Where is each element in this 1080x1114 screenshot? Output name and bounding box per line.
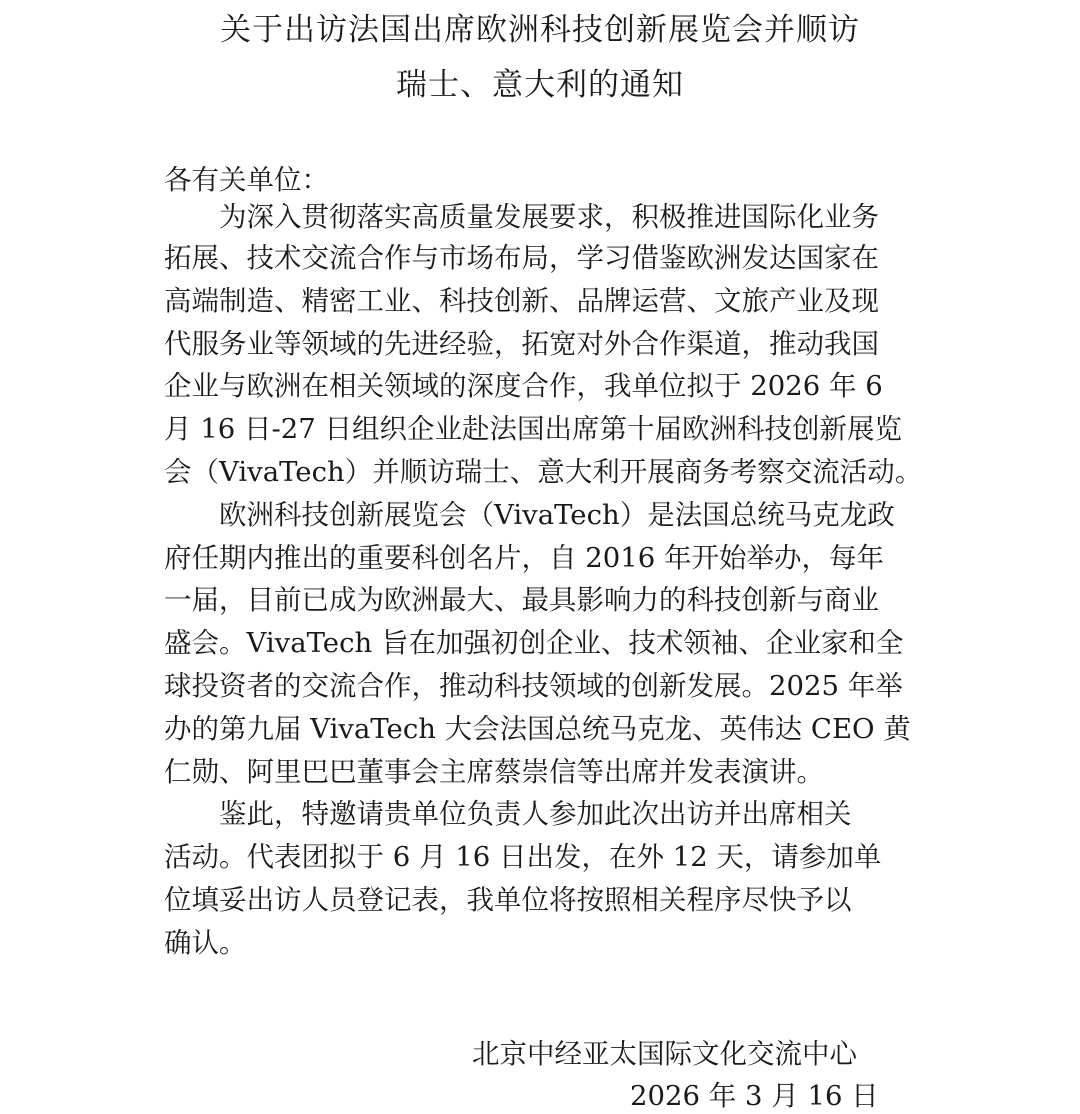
paragraph-1-line: 高端制造、精密工业、科技创新、品牌运营、文旅产业及现 [164, 285, 879, 317]
paragraph-3-line: 鉴此，特邀请贵单位负责人参加此次出访并出席相关 [219, 798, 852, 830]
document-title-line-1: 关于出访法国出席欧洲科技创新展览会并顺访 [220, 12, 860, 48]
paragraph-1-line: 代服务业等领域的先进经验，拓宽对外合作渠道，推动我国 [164, 328, 879, 360]
paragraph-3-line: 活动。代表团拟于 6 月 16 日出发，在外 12 天，请参加单 [164, 841, 882, 873]
paragraph-1-line: 为深入贯彻落实高质量发展要求，积极推进国际化业务 [219, 201, 879, 233]
salutation: 各有关单位： [164, 164, 329, 196]
paragraph-2-line: 盛会。VivaTech 旨在加强初创企业、技术领袖、企业家和全 [164, 627, 904, 659]
paragraph-3-line: 位填妥出访人员登记表，我单位将按照相关程序尽快予以 [164, 884, 852, 916]
paragraph-1-line: 企业与欧洲在相关领域的深度合作，我单位拟于 2026 年 6 [164, 370, 883, 402]
paragraph-2-line: 府任期内推出的重要科创名片，自 2016 年开始举办，每年 [164, 542, 884, 574]
paragraph-2-line: 一届，目前已成为欧洲最大、最具影响力的科技创新与商业 [164, 584, 879, 616]
signature-organization: 北京中经亚太国际文化交流中心 [472, 1038, 857, 1070]
paragraph-2-line: 办的第九届 VivaTech 大会法国总统马克龙、英伟达 CEO 黄 [164, 713, 911, 745]
paragraph-2-line: 仁勋、阿里巴巴董事会主席蔡崇信等出席并发表演讲。 [164, 756, 824, 788]
paragraph-1-line: 月 16 日-27 日组织企业赴法国出席第十届欧洲科技创新展览 [164, 413, 902, 445]
paragraph-2-line: 球投资者的交流合作，推动科技领域的创新发展。2025 年举 [164, 670, 903, 702]
document-title-line-2: 瑞士、意大利的通知 [396, 67, 684, 103]
paragraph-1-line: 拓展、技术交流合作与市场布局，学习借鉴欧洲发达国家在 [164, 242, 879, 274]
paragraph-3-line: 确认。 [164, 927, 247, 959]
paragraph-1-line: 会（VivaTech）并顺访瑞士、意大利开展商务考察交流活动。 [164, 456, 923, 488]
paragraph-2-line: 欧洲科技创新展览会（VivaTech）是法国总统马克龙政 [219, 499, 895, 531]
signature-date: 2026 年 3 月 16 日 [630, 1080, 879, 1112]
